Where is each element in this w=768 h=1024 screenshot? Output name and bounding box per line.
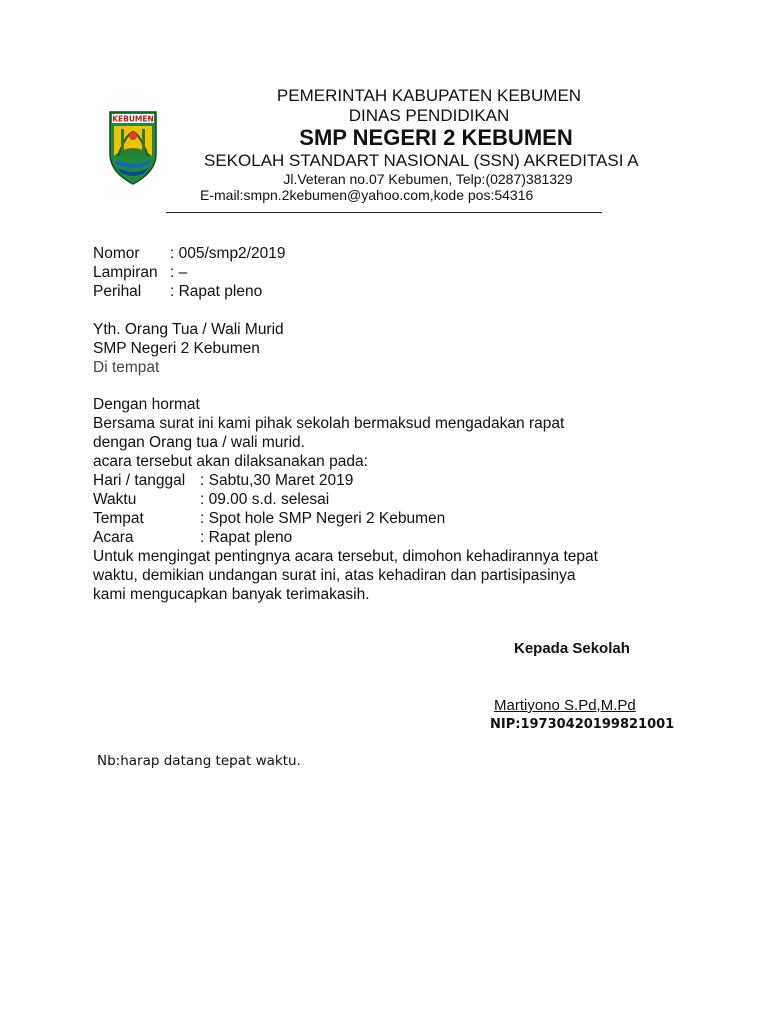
detail-value-place: : Spot hole SMP Negeri 2 Kebumen — [200, 510, 446, 527]
detail-value-time: : 09.00 s.d. selesai — [200, 491, 330, 508]
recipient-place: Di tempat — [93, 359, 160, 376]
letterhead-email: E-mail:smpn.2kebumen@yahoo.com,kode pos:54316 — [200, 187, 534, 203]
signatory-nip: NIP:19730420199821001 — [490, 717, 675, 732]
detail-label-place: Tempat — [93, 510, 144, 527]
greeting: Dengan hormat — [93, 396, 200, 413]
signatory-name: Martiyono S.Pd,M.Pd — [494, 697, 636, 714]
letterhead-school-name: SMP NEGERI 2 KEBUMEN — [299, 125, 573, 150]
detail-value-event: : Rapat pleno — [200, 529, 293, 546]
letterhead-government: PEMERINTAH KABUPATEN KEBUMEN — [276, 86, 582, 105]
letterhead-address: Jl.Veteran no.07 Kebumen, Telp:(0287)381329 — [283, 171, 573, 187]
recipient-line: Yth. Orang Tua / Wali Murid — [93, 321, 284, 338]
lampiran-label: Lampiran — [93, 264, 158, 281]
perihal-value: : Rapat pleno — [170, 283, 263, 300]
detail-label-event: Acara — [93, 529, 134, 546]
letterhead-accreditation: SEKOLAH STANDART NASIONAL (SSN) AKREDITASI A — [204, 151, 639, 170]
nomor-value: : 005/smp2/2019 — [170, 245, 286, 262]
nomor-label: Nomor — [93, 245, 140, 262]
body-paragraph-line: Bersama surat ini kami pihak sekolah bermaksud mengadakan rapat — [93, 415, 565, 432]
letterhead-divider — [166, 212, 602, 213]
closing-paragraph-line: Untuk mengingat pentingnya acara tersebut, dimohon kehadirannya tepat — [93, 548, 598, 565]
perihal-label: Perihal — [93, 283, 142, 300]
closing-paragraph-line: waktu, demikian undangan surat ini, atas kehadiran dan partisipasinya — [93, 567, 576, 584]
body-paragraph-line: dengan Orang tua / wali murid. — [93, 434, 305, 451]
closing-paragraph-line: kami mengucapkan banyak terimakasih. — [93, 586, 370, 603]
body-paragraph-line: acara tersebut akan dilaksanakan pada: — [93, 453, 368, 470]
lampiran-value: : – — [170, 264, 188, 281]
signature-title: Kepada Sekolah — [514, 640, 630, 657]
letterhead-department: DINAS PENDIDIKAN — [348, 106, 510, 125]
footnote: Nb:harap datang tepat waktu. — [97, 753, 301, 769]
recipient-school: SMP Negeri 2 Kebumen — [93, 340, 260, 357]
detail-value-day: : Sabtu,30 Maret 2019 — [200, 472, 354, 489]
detail-label-time: Waktu — [93, 491, 137, 508]
detail-label-day: Hari / tanggal — [93, 472, 186, 489]
svg-text:KEBUMEN: KEBUMEN — [112, 114, 154, 124]
